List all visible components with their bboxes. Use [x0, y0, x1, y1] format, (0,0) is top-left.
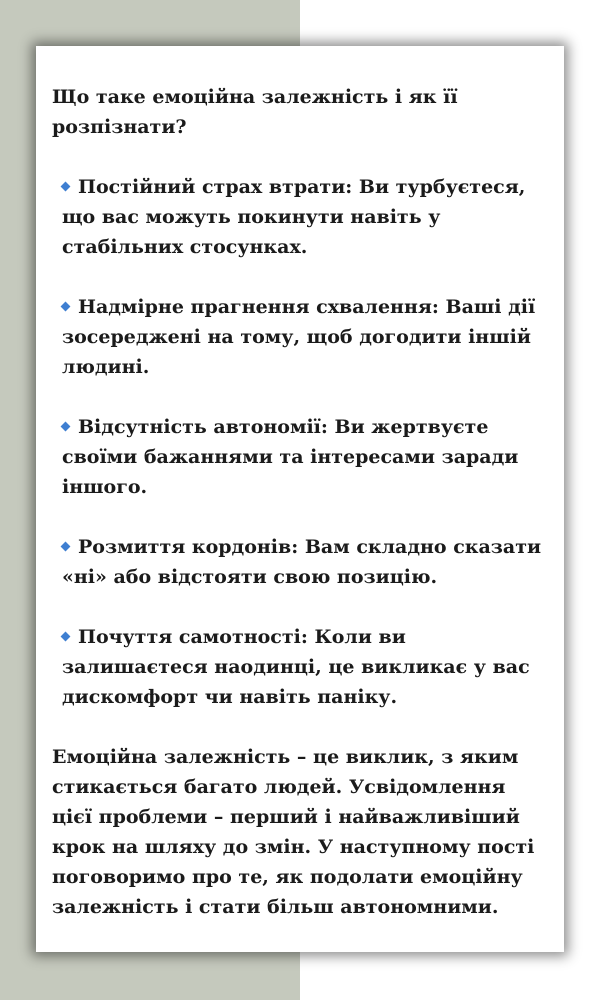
conclusion-paragraph: Емоційна залежність – це виклик, з яким стикається багато людей. Усвідомлення цієї проблеми – перший і найважливіший крок на шляху до змін. У наступному пості поговоримо про те, як подолати емоційну залежність і стати більш автономними.: [52, 746, 535, 918]
sign-text: Постійний страх втрати: Ви турбуєтеся, що вас можуть покинути навіть у стабільних стосунках.: [62, 176, 526, 258]
intro-question: Що таке емоційна залежність і як її розпізнати?: [52, 86, 458, 138]
sign-text: Відсутність автономії: Ви жертвуєте своїми бажаннями та інтересами заради іншого.: [62, 416, 519, 498]
sign-item: [52, 532, 550, 592]
blue-diamond-icon: [61, 422, 71, 432]
blue-diamond-icon: [61, 302, 71, 312]
sign-item: [52, 622, 550, 712]
sign-item: [52, 172, 550, 262]
text-card: [36, 46, 564, 952]
blue-diamond-icon: [61, 632, 71, 642]
sign-item: [52, 292, 550, 382]
sign-item: [52, 412, 550, 502]
blue-diamond-icon: [61, 182, 71, 192]
sign-text: Розмиття кордонів: Вам складно сказати «ні» або відстояти свою позицію.: [62, 536, 542, 588]
sign-text: Надмірне прагнення схвалення: Ваші дії зосереджені на тому, щоб догодити іншій людині.: [62, 296, 536, 378]
blue-diamond-icon: [61, 542, 71, 552]
sign-text: Почуття самотності: Коли ви залишаєтеся наодинці, це викликає у вас дискомфорт чи навіть паніку.: [62, 626, 530, 708]
